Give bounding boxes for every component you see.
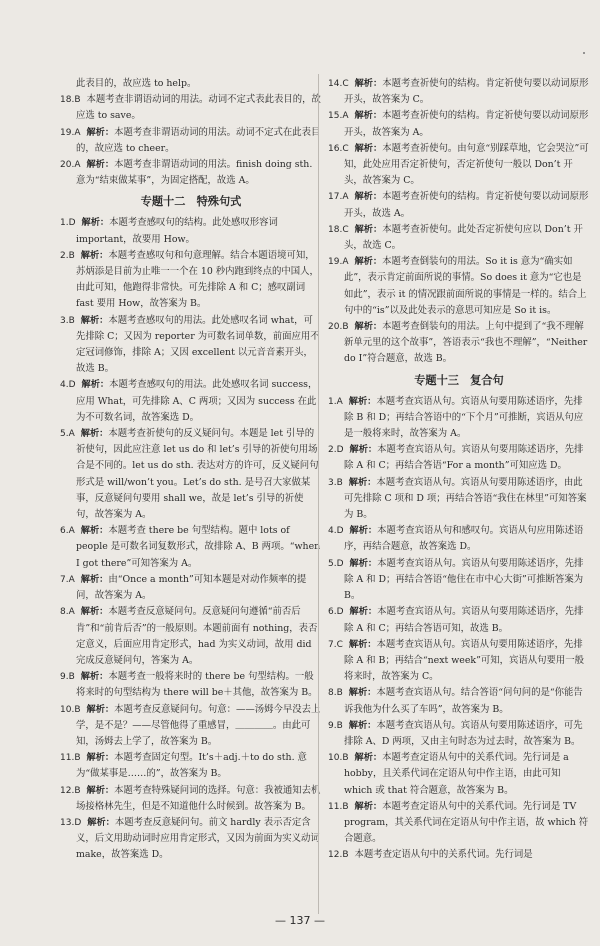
answer-letter: B — [342, 753, 349, 764]
answer-letter: B — [342, 322, 349, 333]
answer-item — [60, 750, 322, 782]
answer-item — [328, 718, 590, 750]
explanation-text: 由“Once a month”可知本题是对动作频率的提问，故答案为 A。 — [76, 573, 307, 602]
explanation-text: 本题考查宾语从句。宾语从句要用陈述语序，先排除 A 和 C；再结合答语可知，故选 B。 — [344, 606, 584, 634]
answer-letter: C — [342, 79, 349, 89]
answer-letter: B — [342, 801, 349, 812]
explanation-text: 本题考查定语从句中的关系代词。先行词是 — [354, 849, 533, 861]
item-number: 11. — [328, 801, 343, 812]
left-column — [60, 76, 322, 864]
item-number: 6. — [60, 526, 69, 537]
item-number: 15. — [328, 111, 343, 122]
answer-item — [60, 815, 322, 864]
item-number: 18. — [60, 95, 75, 106]
explanation-text: 本题考查特殊疑问词的选择。句意：我被通知去机场接格林先生，但是不知道他什么时候到。故答案为 B。 — [76, 784, 321, 812]
analysis-tag: 解析： — [81, 217, 110, 229]
column-divider — [318, 74, 319, 914]
analysis-tag: 解析： — [348, 687, 377, 699]
analysis-tag: 解析： — [86, 126, 115, 138]
answer-letter: B — [336, 720, 343, 731]
answer-letter: D — [74, 817, 82, 828]
answer-letter: A — [342, 111, 349, 122]
explanation-text: 本题考查反意疑问句。反意疑问句遵循“前否后肯”和“前肯后否”的一般原则。本题前面有 nothing，表否定意义，后面应用肯定形式，had 为实义动词，故用 did 完成反意疑问句，答案为 A。 — [76, 606, 318, 666]
item-number: 19. — [60, 127, 75, 138]
answer-letter: C — [336, 639, 343, 650]
answer-letter: A — [74, 127, 81, 138]
answer-item — [328, 847, 590, 863]
explanation-text: 本题考查祈使句的结构。肯定祈使句要以动词原形开头，故答案为 C。 — [344, 78, 589, 106]
analysis-tag: 解析： — [80, 314, 109, 326]
explanation-text: 本题考查祈使句的反义疑问句。本题是 let 引导的祈使句，因此应注意 let us do 和 let’s 引导的祈使句用场合是不同的。let us do sth. 表达对方的许可，反义疑问句形式是 will/won’t you。Let’s do sth. 是号召大家做某事，反意疑问句要用 shall we，故是 let’s 引导的祈使句，故答案为 A。 — [76, 428, 319, 521]
analysis-tag: 解析： — [348, 638, 377, 650]
item-number: 18. — [328, 224, 343, 235]
answer-letter: B — [336, 688, 343, 699]
analysis-tag: 解析： — [87, 816, 115, 828]
item-number: 14. — [328, 79, 343, 89]
analysis-tag: 解析： — [348, 476, 377, 488]
item-number: 10. — [60, 704, 75, 715]
item-number: 20. — [328, 322, 343, 333]
answer-letter: A — [336, 396, 343, 407]
answer-item — [328, 604, 590, 636]
answer-letter: B — [74, 704, 81, 715]
analysis-tag: 解析： — [349, 444, 378, 456]
answer-letter: B — [68, 315, 75, 326]
answer-item — [328, 222, 590, 254]
analysis-tag: 解析： — [86, 703, 115, 715]
answer-item — [328, 254, 590, 319]
analysis-tag: 解析： — [354, 321, 383, 333]
right-column — [328, 76, 590, 864]
answer-letter: D — [336, 526, 344, 537]
answer-item — [328, 685, 590, 717]
explanation-text: 本题考查感叹句和句意理解。结合本题语境可知，苏炳添是目前为止唯一一个在 10 秒内跑到终点的中国人，由此可知，他跑得非常快。可先排除 A 和 C；感叹副词 fast 要用 How，故答案为 B。 — [76, 249, 319, 310]
answer-item — [328, 750, 590, 799]
answer-item — [60, 572, 322, 604]
answer-item — [60, 426, 322, 523]
explanation-text: 本题考查非谓语动词的用法。finish doing sth. 意为“结束做某事”，为固定搭配，故选 A。 — [76, 159, 313, 187]
explanation-text: 本题考查宾语从句。宾语从句要用陈述语序，先排除 A 和 C；再结合答语“For a month”可知应选 D。 — [344, 444, 584, 472]
answer-item — [60, 702, 322, 751]
page-number: — 137 — — [275, 914, 325, 927]
answer-letter: A — [74, 160, 81, 171]
answer-letter: B — [74, 753, 81, 764]
analysis-tag: 解析： — [354, 110, 383, 122]
item-number: 11. — [60, 753, 75, 764]
answer-item — [328, 141, 590, 190]
answer-letter: A — [342, 192, 349, 203]
answer-letter: A — [68, 607, 75, 618]
analysis-tag: 解析： — [80, 249, 109, 261]
explanation-text: 本题考查宾语从句。结合答语“问句问的是“你能告诉我他为什么买了车吗”，故答案为 B。 — [344, 687, 583, 715]
answer-item — [328, 523, 590, 555]
analysis-tag: 解析： — [86, 752, 115, 764]
answer-item — [60, 783, 322, 815]
explanation-text: 本题考查宾语从句。宾语从句要用陈述语序，可先排除 A、D 两项，又由主句时态为过去时，故答案为 B。 — [344, 719, 583, 747]
item-number: 4. — [60, 380, 69, 391]
analysis-tag: 解析： — [349, 525, 378, 537]
explanation-text: 本题考查非谓语动词的用法。动词不定式在此表目的，故应选 to cheer。 — [76, 126, 321, 154]
explanation-text: 本题考查祈使句的结构。肯定祈使句要以动词原形开头，故选 A。 — [344, 191, 589, 219]
answer-letter: B — [74, 785, 81, 796]
analysis-tag: 解析： — [86, 784, 115, 796]
answer-letter: B — [336, 477, 343, 488]
analysis-tag: 解析： — [354, 752, 383, 764]
section-title: 专题十三 复合句 — [414, 373, 504, 387]
analysis-tag: 解析： — [81, 379, 110, 391]
answer-letter: B — [68, 250, 75, 261]
answer-letter: D — [68, 218, 76, 229]
answer-letter: D — [336, 558, 344, 569]
item-number: 9. — [60, 672, 69, 683]
analysis-tag: 解析： — [349, 557, 378, 569]
answer-item — [328, 637, 590, 686]
explanation-text: 本题考查宾语从句和感叹句。宾语从句应用陈述语序，再结合题意，故答案选 D。 — [344, 525, 584, 553]
answer-item — [328, 319, 590, 368]
item-number: 5. — [328, 558, 337, 569]
answer-item — [60, 92, 322, 124]
answer-item — [328, 189, 590, 221]
item-number: 8. — [328, 688, 337, 699]
explanation-text: 本题考查感叹句的用法。此处感叹名词 success，应用 What，可先排除 A、C 两项；又因为 success 在此为不可数名词，故答案选 D。 — [76, 379, 318, 423]
answer-letter: C — [342, 143, 349, 154]
analysis-tag: 解析： — [348, 395, 377, 407]
continuation-text: 此表目的，故应选 to help。 — [76, 78, 197, 89]
analysis-tag: 解析： — [354, 800, 383, 812]
item-number: 7. — [328, 639, 337, 650]
explanation-text: 本题考查宾语从句。宾语从句要用陈述语序，先排除 B 和 D；再结合答语中的“下个月”可推断，宾语从句应是一般将来时，故答案为 A。 — [344, 395, 584, 440]
answer-item — [60, 157, 322, 189]
speck — [583, 52, 585, 54]
answer-item — [60, 377, 322, 426]
item-number: 5. — [60, 429, 69, 440]
answer-item — [328, 799, 590, 848]
item-number: 4. — [328, 526, 337, 537]
explanation-text: 本题考查固定句型。It’s＋adj.＋to do sth. 意为“做某事是……的”，故答案为 B。 — [76, 752, 307, 780]
answer-item — [60, 604, 322, 669]
answer-item — [60, 125, 322, 157]
answer-item — [328, 556, 590, 605]
explanation-text: 本题考查宾语从句。宾语从句要用陈述语序，先排除 A 和 B；再结合“next week”可知，宾语从句要用一般将来时，故答案为 C。 — [344, 638, 584, 683]
answer-letter: D — [68, 380, 76, 391]
answer-letter: D — [336, 607, 344, 618]
answer-letter: B — [74, 95, 81, 106]
analysis-tag: 解析： — [80, 428, 109, 440]
explanation-text: 本题考查反意疑问句。句意：——汤姆今早没去上学，是不是？——尽管他得了重感冒，＿＿＿＿。由此可知，汤姆去上学了，故答案为 B。 — [76, 703, 321, 747]
answer-item — [328, 76, 590, 108]
analysis-tag: 解析： — [354, 223, 383, 235]
item-number: 2. — [60, 250, 69, 261]
explanation-text: 本题考查反意疑问句。前文 hardly 表示否定含义，后文用助动词时应用肯定形式，又因为前面为实义动词 make，故答案选 D。 — [76, 816, 320, 861]
item-number: 3. — [328, 477, 337, 488]
answer-letter: A — [68, 429, 75, 440]
analysis-tag: 解析： — [80, 671, 109, 683]
item-number: 8. — [60, 607, 69, 618]
item-number: 1. — [60, 218, 69, 229]
answer-item — [60, 248, 322, 313]
answer-item — [60, 313, 322, 378]
answer-letter: C — [342, 224, 349, 235]
explanation-text: 本题考查倒装句的用法。上句中提到了“我不理解新单元里的这个故事”，答语表示“我也不理解”，“Neither do I”符合题意，故选 B。 — [344, 321, 588, 365]
answer-item — [60, 215, 322, 247]
analysis-tag: 解析： — [354, 142, 383, 154]
explanation-text: 本题考查倒装句的用法。So it is 意为“确实如此”，表示肯定前面所说的事情。So does it 意为“它也是如此”，表示 it 的情况跟前面所说的事情是一样的。结合上句中的“is”以及此处表示的意思可知应是 So it is。 — [344, 256, 587, 316]
item-number: 6. — [328, 607, 337, 618]
answer-item — [328, 475, 590, 524]
explanation-text: 本题考查祈使句。此处否定祈使句应以 Don’t 开头，故选 C。 — [344, 223, 583, 252]
answer-item — [60, 523, 322, 572]
item-number: 3. — [60, 315, 69, 326]
item-number: 12. — [60, 785, 75, 796]
item-number: 9. — [328, 720, 337, 731]
explanation-text: 本题考查非谓语动词的用法。动词不定式表此表目的，故应选 to save。 — [76, 94, 321, 122]
analysis-tag: 解析： — [80, 606, 109, 618]
answer-letter: D — [336, 445, 344, 456]
answer-item — [60, 669, 322, 701]
explanation-text: 本题考查宾语从句。宾语从句要用陈述语序，由此可先排除 C 项和 D 项；再结合答语“我住在林里”可知答案为 B。 — [344, 476, 587, 521]
analysis-tag: 解析： — [348, 719, 377, 731]
explanation-text: 本题考查一般将来时的 there be 句型结构。一般将来时的句型结构为 there will be＋其他，故答案为 B。 — [76, 671, 318, 699]
analysis-tag: 解析： — [354, 78, 383, 89]
explanation-text: 本题考查宾语从句。宾语从句要用陈述语序，先排除 A 和 D；再结合答语“他住在市中心大街”可推断答案为 B。 — [344, 557, 584, 602]
analysis-tag: 解析： — [349, 606, 378, 618]
explanation-text: 本题考查祈使句的结构。肯定祈使句要以动词原形开头，故答案为 A。 — [344, 110, 589, 138]
answer-item — [328, 442, 590, 474]
section-title: 专题十二 特殊句式 — [140, 195, 242, 209]
analysis-tag: 解析： — [86, 159, 115, 171]
answer-letter: B — [342, 850, 349, 861]
analysis-tag: 解析： — [354, 256, 383, 268]
explanation-text: 本题考查祈使句。由句意“别踩草地，它会哭泣”可知，此处应用否定祈使句，否定祈使句一般以 Don’t 开头，故答案为 C。 — [344, 142, 589, 187]
answer-item — [328, 108, 590, 140]
item-number: 7. — [60, 574, 69, 585]
item-number: 12. — [328, 850, 343, 861]
item-number: 13. — [60, 817, 75, 828]
answer-letter: B — [68, 672, 75, 683]
analysis-tag: 解析： — [80, 573, 109, 585]
analysis-tag: 解析： — [80, 525, 109, 537]
answer-letter: A — [68, 574, 75, 585]
item-number: 17. — [328, 192, 343, 203]
explanation-text: 本题考查定语从句中的关系代词。先行词是 a hobby，且关系代词在定语从句中作主语，由此可知 which 或 that 符合题意，故答案为 B。 — [344, 752, 569, 796]
analysis-tag: 解析： — [354, 191, 383, 203]
explanation-text: 本题考查定语从句中的关系代词。先行词是 TV program，其关系代词在定语从句中作主语，故 which 符合题意。 — [344, 800, 589, 845]
item-number: 20. — [60, 160, 75, 171]
explanation-text: 本题考查 there be 句型结构。题中 lots of people 是可数名词复数形式，故排除 A、B 两项。“when I got there”可知答案为 A。 — [76, 525, 321, 569]
item-number: 10. — [328, 753, 343, 764]
answer-item — [328, 394, 590, 443]
item-number: 16. — [328, 143, 343, 154]
explanation-text: 本题考查感叹句的结构。此处感叹形容词 important，故要用 How。 — [76, 217, 278, 245]
item-number: 1. — [328, 396, 337, 407]
answer-letter: A — [342, 257, 349, 268]
explanation-text: 本题考查感叹句的用法。此处感叹名词 what，可先排除 C；又因为 reporter 为可数名词单数，前面应用不定冠词修饰，排除 A；又因 excellent 以元音音素开头，故选 B。 — [76, 314, 320, 375]
item-number: 2. — [328, 445, 337, 456]
item-number: 19. — [328, 257, 343, 268]
answer-letter: A — [68, 526, 75, 537]
